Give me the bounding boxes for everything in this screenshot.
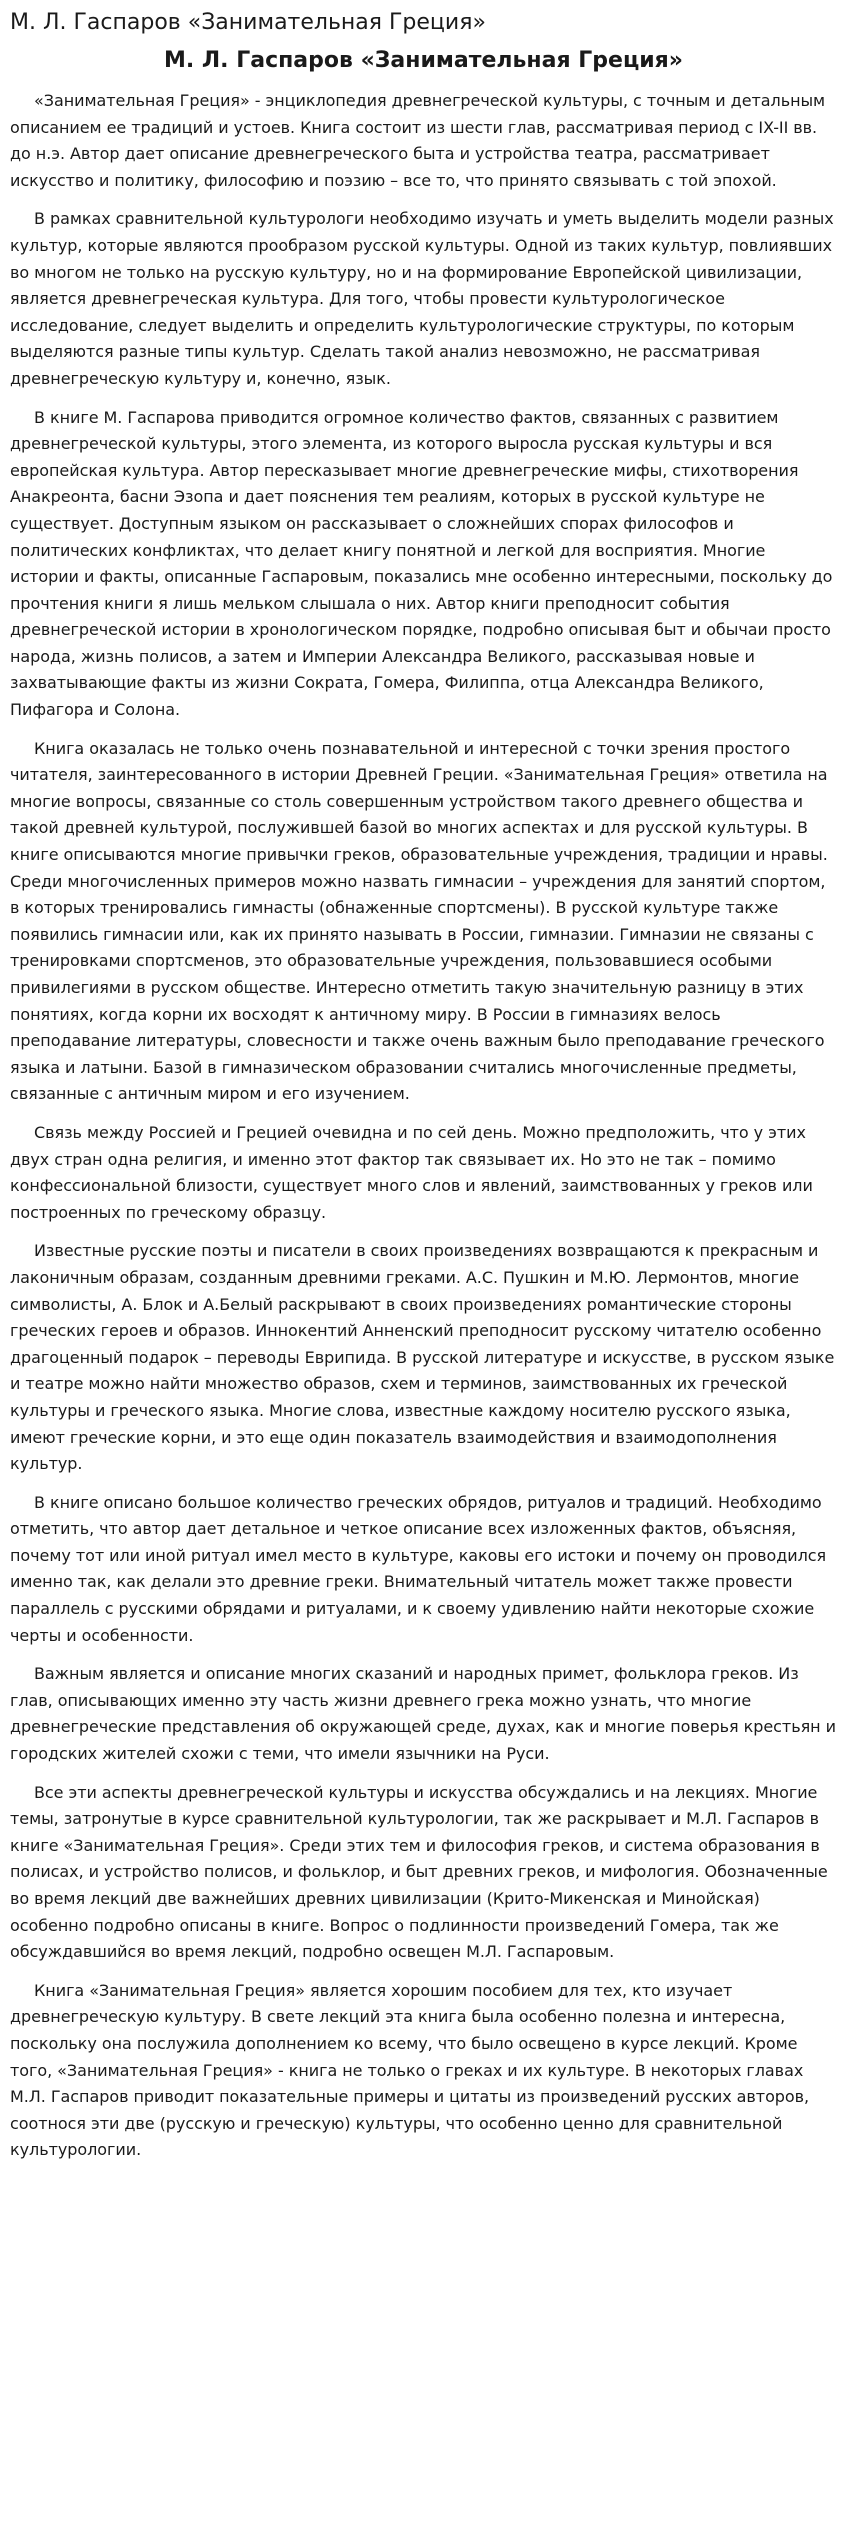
- paragraph: Связь между Россией и Грецией очевидна и по сей день. Можно предположить, что у этих двух стран одна религия, и именно этот фактор так связывает их. Но это не так – помимо конфессиональной близости, существует много слов и явлений, заимствованных у греков или построенных по греческому образцу.: [10, 1122, 813, 1222]
- paragraph: Книга оказалась не только очень познавательной и интересной с точки зрения простого читателя, заинтересованного в истории Древней Греции. «Занимательная Греция» ответила на многие вопросы, связанные со столь совершенным устройством такого древнего общества и такой древней культурой, послужившей базой во многих аспектах и для русской культуры. В книге описываются многие привычки греков, образовательные учреждения, традиции и нравы. Среди многочисленных примеров можно назвать гимнасии – учреждения для занятий спортом, в которых тренировались гимнасты (обнаженные спортсмены). В русской культуре также появились гимнасии или, как их принято называть в России, гимназии. Гимназии не связаны с тренировками спортсменов, это образовательные учреждения, пользовавшиеся особыми привилегиями в русском обществе. Интересно отметить такую значительную разницу в этих понятиях, когда корни их восходят к античному миру. В России в гимназиях велось преподавание литературы, словесности и также очень важным было преподавание греческого языка и латыни. Базой в гимназическом образовании считались многочисленные предметы, связанные с античным миром и его изучением.: [10, 738, 828, 1104]
- document-header: М. Л. Гаспаров «Занимательная Греция»: [10, 10, 486, 35]
- paragraph: Важным является и описание многих сказаний и народных примет, фольклора греков. Из глав, описывающих именно эту часть жизни древнего грека можно узнать, что многие древнегреческие представления об окружающей среде, духах, как и многие поверья крестьян и городских жителей схожи с теми, что имели язычники на Руси.: [10, 1664, 836, 1764]
- paragraph: В рамках сравнительной культурологи необходимо изучать и уметь выделить модели разных культур, которые являются прообразом русской культуры. Одной из таких культур, повлиявших во многом не только на русскую культуру, но и на формирование Европейской цивилизации, является древнегреческая культура. Для того, чтобы провести культурологическое исследование, следует выделить и определить культурологические структуры, по которым выделяются разные типы культур. Сделать такой анализ невозможно, не рассматривая древнегреческую культуру и, конечно, язык.: [10, 209, 834, 388]
- paragraph: Известные русские поэты и писатели в своих произведениях возвращаются к прекрасным и лаконичным образам, созданным древними греками. А.С. Пушкин и М.Ю. Лермонтов, многие символисты, А. Блок и А.Белый раскрывают в своих произведениях романтические стороны греческих героев и образов. Иннокентий Анненский преподносит русскому читателю особенно драгоценный подарок – переводы Еврипида. В русской литературе и искусстве, в русском языке и театре можно найти множество образов, схем и терминов, заимствованных их греческой культуры и греческого языка. Многие слова, известные каждому носителю русского языка, имеют греческие корни, и это еще один показатель взаимодействия и взаимодополнения культур.: [10, 1241, 835, 1474]
- paragraph: Книга «Занимательная Греция» является хорошим пособием для тех, кто изучает древнегреческую культуру. В свете лекций эта книга была особенно полезна и интересна, поскольку она послужила дополнением ко всему, что было освещено в курсе лекций. Кроме того, «Занимательная Греция» - книга не только о греках и их культуре. В некоторых главах М.Л. Гаспаров приводит показательные примеры и цитаты из произведений русских авторов, соотнося эти две (русскую и греческую) культуры, что особенно ценно для сравнительной культурологии.: [10, 1980, 810, 2160]
- document-title: М. Л. Гаспаров «Занимательная Греция»: [164, 48, 683, 73]
- paragraph: «Занимательная Греция» - энциклопедия древнегреческой культуры, с точным и детальным описанием ее традиций и устоев. Книга состоит из шести глав, рассматривая период с IX-II вв. до н.э. Автор дает описание древнегреческого быта и устройства театра, рассматривает искусство и политику, философию и поэзию – все то, что принято связывать с той эпохой.: [10, 91, 826, 190]
- paragraph: Все эти аспекты древнегреческой культуры и искусства обсуждались и на лекциях. Многие темы, затронутые в курсе сравнительной культурологии, так же раскрывает и М.Л. Гаспаров в книге «Занимательная Греция». Среди этих тем и философия греков, и система образования в полисах, и устройство полисов, и фольклор, и быт древних греков, и мифология. Обозначенные во время лекций две важнейших древних цивилизации (Крито-Микенская и Минойская) особенно подробно описаны в книге. Вопрос о подлинности произведений Гомера, так же обсуждавшийся во время лекций, подробно освещен М.Л. Гаспаровым.: [10, 1782, 828, 1962]
- paragraph: В книге М. Гаспарова приводится огромное количество фактов, связанных с развитием древнегреческой культуры, этого элемента, из которого выросла русская культуры и вся европейская культура. Автор пересказывает многие древнегреческие мифы, стихотворения Анакреонта, басни Эзопа и дает пояснения тем реалиям, которых в русской культуре не существует. Доступным языком он рассказывает о сложнейших спорах философов и политических конфликтах, что делает книгу понятной и легкой для восприятия. Многие истории и факты, описанные Гаспаровым, показались мне особенно интересными, поскольку до прочтения книги я лишь мельком слышала о них. Автор книги преподносит события древнегреческой истории в хронологическом порядке, подробно описывая быт и обычаи просто народа, жизнь полисов, а затем и Империи Александра Великого, рассказывая новые и захватывающие факты из жизни Сократа, Гомера, Филиппа, отца Александра Великого, Пифагора и Солона.: [10, 407, 833, 720]
- paragraph: В книге описано большое количество греческих обрядов, ритуалов и традиций. Необходимо отметить, что автор дает детальное и четкое описание всех изложенных фактов, объясняя, почему тот или иной ритуал имел место в культуре, каковы его истоки и почему он проводился именно так, как делали это древние греки. Внимательный читатель может также провести параллель с русскими обрядами и ритуалами, и к своему удивлению найти некоторые схожие черты и особенности.: [10, 1492, 827, 1645]
- document-body: [10, 88, 837, 2164]
